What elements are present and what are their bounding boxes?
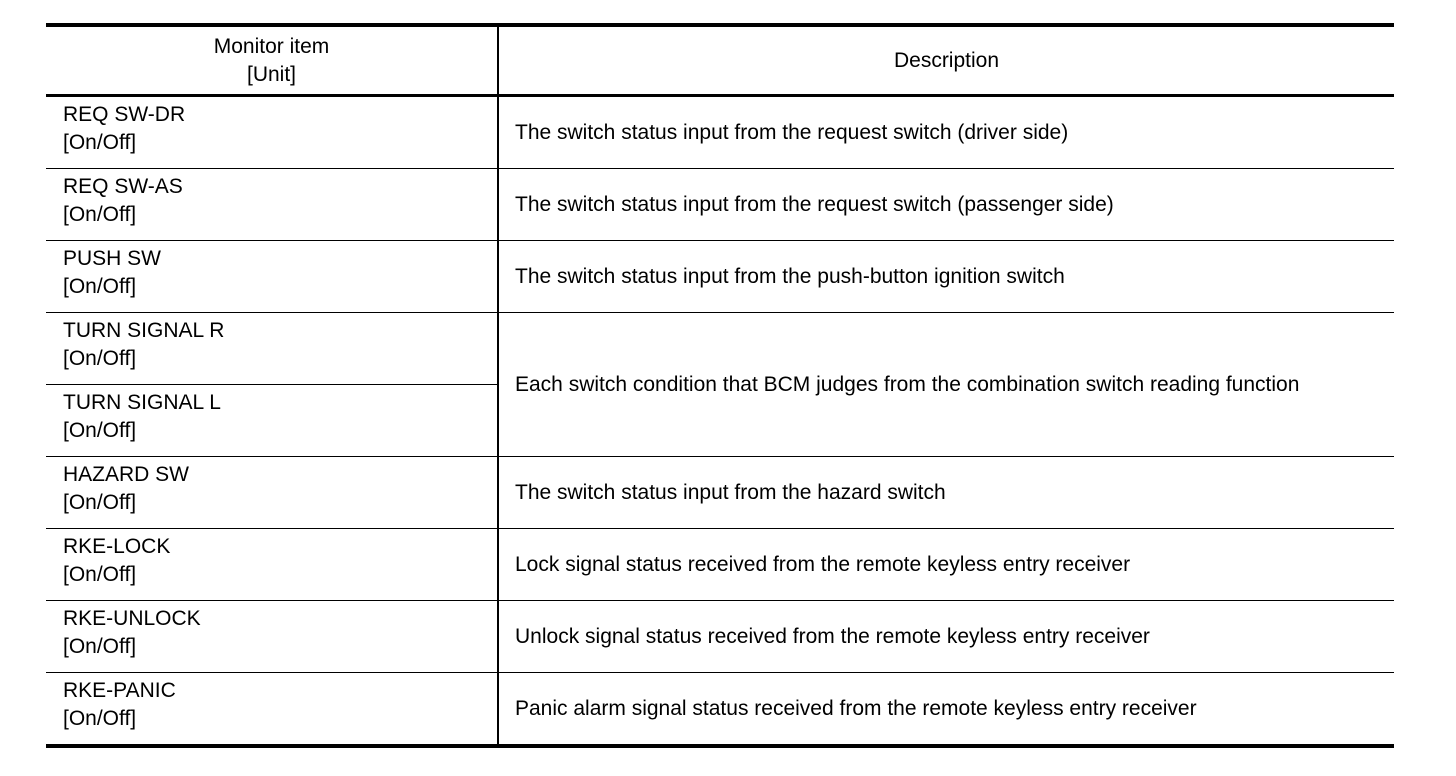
description-cell: The switch status input from the request switch (driver side) — [498, 96, 1394, 169]
monitor-item-unit: [On/Off] — [63, 131, 137, 154]
header-unit-label: [Unit] — [246, 62, 296, 86]
monitor-item-cell — [46, 169, 498, 241]
table-header-row — [46, 25, 1394, 96]
description-cell: The switch status input from the push-button ignition switch — [498, 241, 1394, 313]
monitor-table-container — [46, 23, 1394, 748]
monitor-item-name: REQ SW-DR — [63, 103, 186, 126]
table-row — [46, 96, 1394, 169]
monitor-item-table — [46, 23, 1394, 748]
monitor-item-name: PUSH SW — [63, 247, 162, 270]
monitor-item-unit: [On/Off] — [63, 347, 137, 370]
monitor-item-unit: [On/Off] — [63, 275, 137, 298]
table-row — [46, 241, 1394, 313]
table-row — [46, 457, 1394, 529]
monitor-item-cell — [46, 313, 498, 385]
description-cell: Lock signal status received from the remote keyless entry receiver — [498, 529, 1394, 601]
header-description: Description — [498, 25, 1394, 96]
monitor-item-unit: [On/Off] — [63, 635, 137, 658]
table-row — [46, 529, 1394, 601]
table-row — [46, 601, 1394, 673]
monitor-item-unit: [On/Off] — [63, 707, 137, 730]
table-row — [46, 673, 1394, 747]
header-monitor-item — [46, 25, 498, 96]
monitor-item-cell — [46, 241, 498, 313]
monitor-item-cell — [46, 673, 498, 747]
monitor-item-name: RKE-PANIC — [63, 679, 176, 702]
monitor-item-unit: [On/Off] — [63, 563, 137, 586]
monitor-item-cell — [46, 601, 498, 673]
monitor-item-name: HAZARD SW — [63, 463, 189, 486]
header-monitor-item-label: Monitor item — [213, 34, 330, 58]
monitor-item-name: RKE-UNLOCK — [63, 607, 201, 630]
table-row — [46, 169, 1394, 241]
table-row — [46, 313, 1394, 385]
description-cell: Unlock signal status received from the remote keyless entry receiver — [498, 601, 1394, 673]
description-cell: The switch status input from the request switch (passenger side) — [498, 169, 1394, 241]
description-cell: The switch status input from the hazard switch — [498, 457, 1394, 529]
description-cell: Panic alarm signal status received from the remote keyless entry receiver — [498, 673, 1394, 747]
monitor-item-name: REQ SW-AS — [63, 175, 183, 198]
monitor-item-name: RKE-LOCK — [63, 535, 171, 558]
monitor-item-cell — [46, 529, 498, 601]
monitor-item-unit: [On/Off] — [63, 491, 137, 514]
monitor-item-unit: [On/Off] — [63, 419, 137, 442]
monitor-item-cell — [46, 385, 498, 457]
monitor-item-name: TURN SIGNAL L — [63, 391, 221, 414]
description-cell-merged: Each switch condition that BCM judges from the combination switch reading function — [498, 313, 1394, 457]
monitor-item-unit: [On/Off] — [63, 203, 137, 226]
monitor-item-cell — [46, 96, 498, 169]
monitor-item-name: TURN SIGNAL R — [63, 319, 225, 342]
monitor-item-cell — [46, 457, 498, 529]
